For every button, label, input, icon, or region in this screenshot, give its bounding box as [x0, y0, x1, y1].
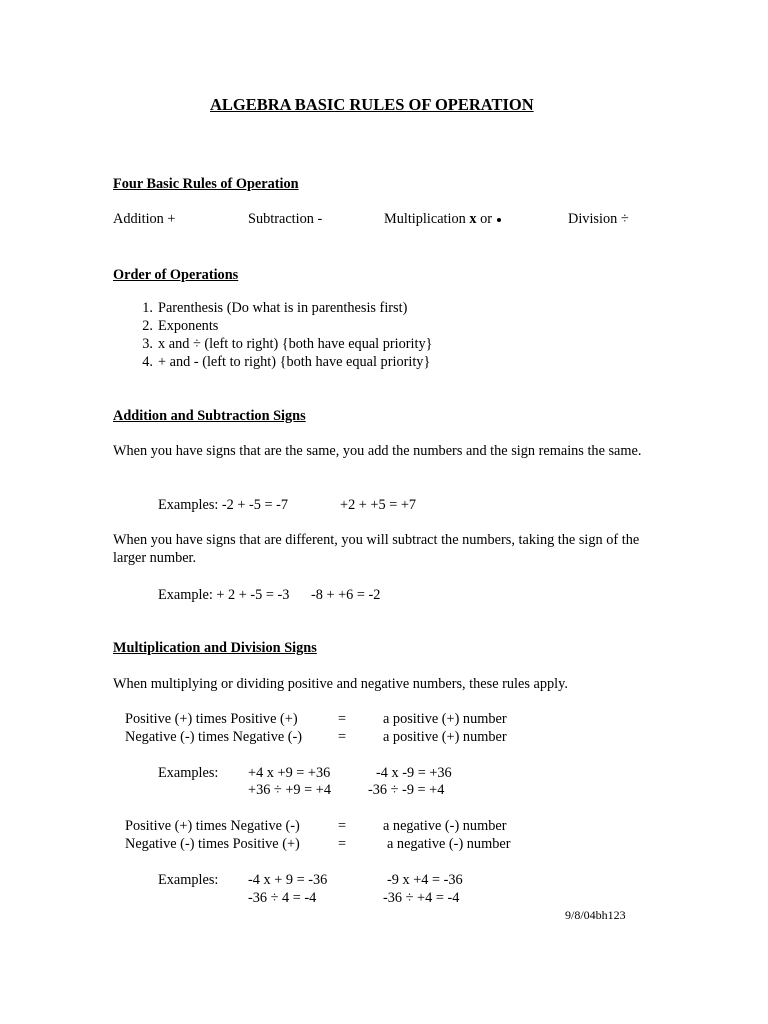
- mul-div-heading: Multiplication and Division Signs: [113, 640, 317, 656]
- examples-label: Examples:: [158, 765, 219, 781]
- rule-equals: =: [338, 729, 347, 745]
- example-item: -36 ÷ +4 = -4: [383, 890, 460, 906]
- order-list: [133, 299, 432, 371]
- list-item: [133, 317, 432, 335]
- rule-equals: =: [338, 836, 347, 852]
- mul-div-intro: When multiplying or dividing positive and negative numbers, these rules apply.: [113, 676, 568, 692]
- rule-left: Negative (-) times Positive (+): [125, 836, 300, 852]
- rule-left: Positive (+) times Negative (-): [125, 818, 300, 834]
- different-signs-paragraph: When you have signs that are different, you will subtract the numbers, taking the sign of the larger number.: [113, 532, 640, 566]
- rule-equals: =: [338, 818, 347, 834]
- page-title: ALGEBRA BASIC RULES OF OPERATION: [210, 95, 534, 114]
- same-signs-paragraph: When you have signs that are the same, you add the numbers and the sign remains the same.: [113, 443, 642, 459]
- example-item: +36 ÷ +9 = +4: [248, 782, 331, 798]
- multiplication-x-symbol: x: [469, 211, 477, 227]
- multiplication-label: [384, 210, 501, 228]
- order-heading: Order of Operations: [113, 267, 239, 283]
- example-item: -36 ÷ 4 = -4: [248, 890, 317, 906]
- addition-label: Addition +: [113, 211, 176, 227]
- examples-same-1: Examples: -2 + -5 = -7: [158, 497, 289, 513]
- rule-left: Negative (-) times Negative (-): [125, 729, 303, 745]
- rule-right: a positive (+) number: [383, 711, 507, 727]
- list-text: + and - (left to right) {both have equal priority}: [158, 354, 431, 370]
- list-number: 1.: [142, 300, 153, 316]
- example-item: -4 x + 9 = -36: [248, 872, 328, 888]
- example-item: +4 x +9 = +36: [248, 765, 331, 781]
- examples-same-2: +2 + +5 = +7: [340, 497, 417, 513]
- example-item: -9 x +4 = -36: [387, 872, 463, 888]
- list-item: [133, 299, 432, 317]
- multiplication-or: or: [476, 211, 496, 227]
- list-number: 4.: [142, 354, 153, 370]
- rule-equals: =: [338, 711, 347, 727]
- list-item: [133, 353, 432, 371]
- list-text: Parenthesis (Do what is in parenthesis first): [158, 300, 408, 316]
- example-item: -4 x -9 = +36: [376, 765, 452, 781]
- example-different-1: Example: + 2 + -5 = -3: [158, 587, 290, 603]
- example-different-2: -8 + +6 = -2: [311, 587, 381, 603]
- rule-right: a negative (-) number: [383, 818, 507, 834]
- bullet-dot-icon: [497, 218, 501, 222]
- subtraction-label: Subtraction -: [248, 211, 323, 227]
- footer-code: 9/8/04bh123: [565, 908, 626, 922]
- example-item: -36 ÷ -9 = +4: [368, 782, 445, 798]
- list-text: Exponents: [158, 318, 219, 334]
- four-basic-heading: Four Basic Rules of Operation: [113, 176, 299, 192]
- rule-right: a positive (+) number: [383, 729, 507, 745]
- add-sub-heading: Addition and Subtraction Signs: [113, 408, 306, 424]
- examples-label: Examples:: [158, 872, 219, 888]
- list-number: 2.: [142, 318, 153, 334]
- list-text: x and ÷ (left to right) {both have equal priority}: [158, 336, 433, 352]
- division-label: Division ÷: [568, 211, 629, 227]
- rule-right: a negative (-) number: [387, 836, 511, 852]
- list-item: [133, 335, 432, 353]
- rule-left: Positive (+) times Positive (+): [125, 711, 298, 727]
- multiplication-text: Multiplication: [384, 211, 470, 227]
- list-number: 3.: [142, 336, 153, 352]
